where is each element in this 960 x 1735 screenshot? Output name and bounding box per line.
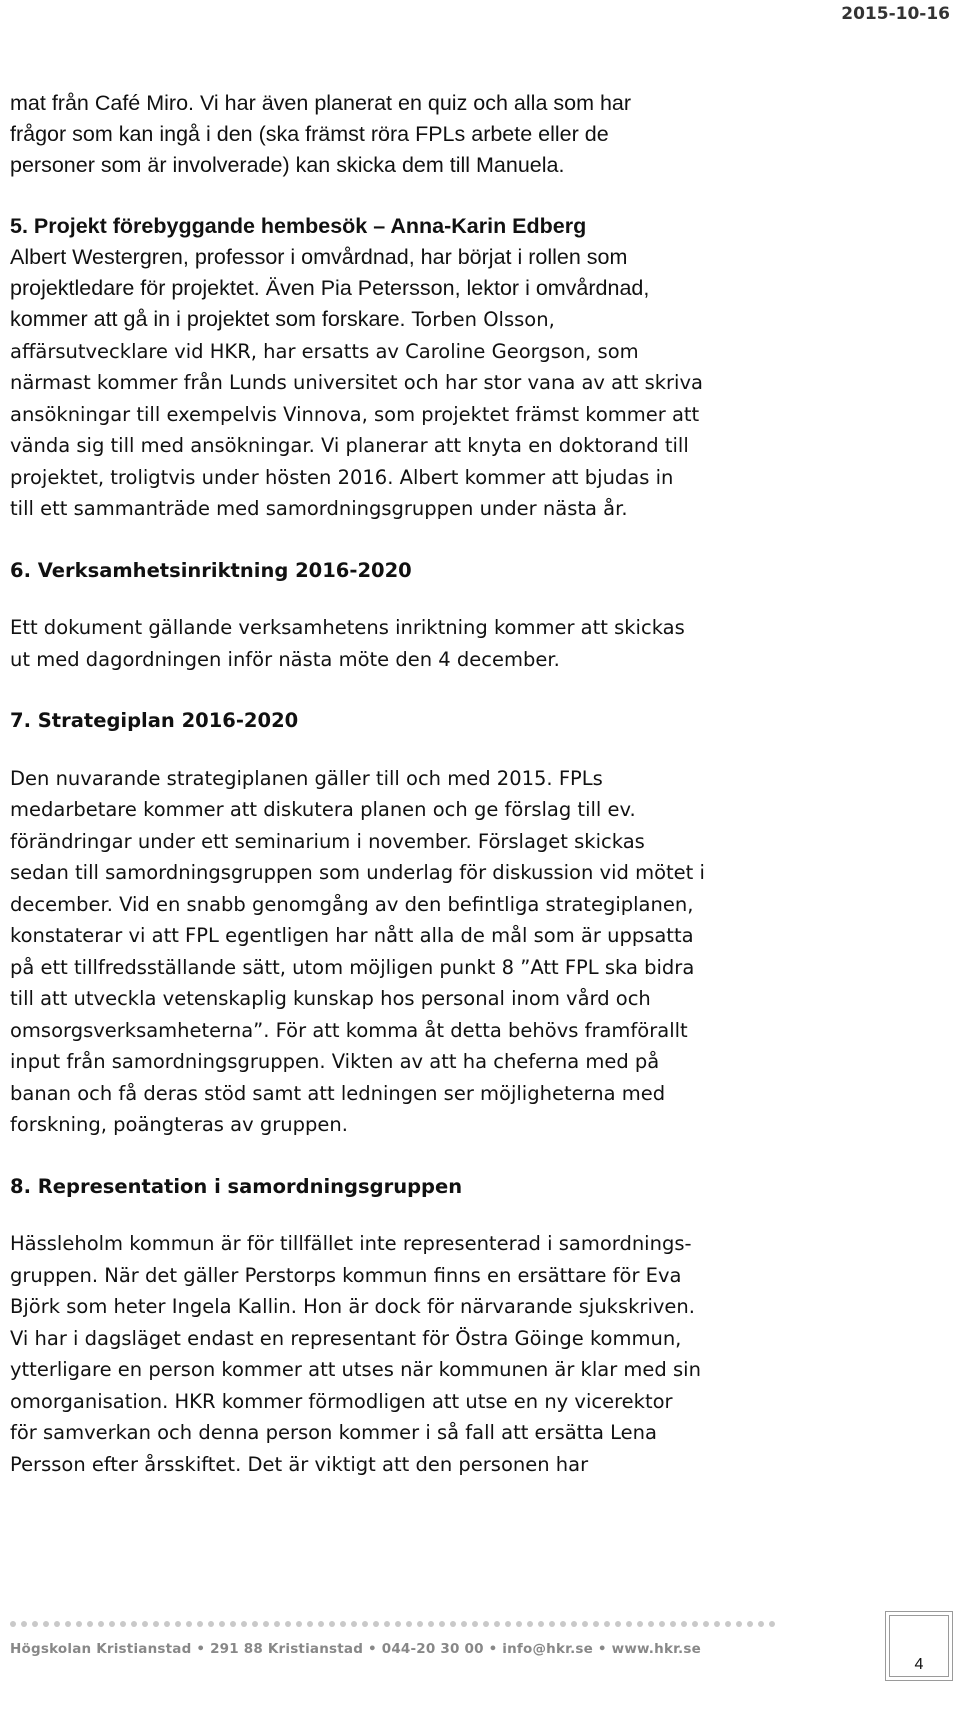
divider-dot [76,1621,82,1627]
divider-dot [32,1621,38,1627]
divider-dot [197,1621,203,1627]
text-line: omorganisation. HKR kommer förmodligen att utse en ny vicerektor [10,1389,673,1413]
text-line: Den nuvarande strategiplanen gäller till och med 2015. FPLs [10,766,603,790]
text-line: mat från Café Miro. Vi har även planerat en quiz och alla som har [10,91,632,115]
divider-dot [307,1621,313,1627]
text-line: till ett sammanträde med samordningsgruppen under nästa år. [10,497,628,520]
text-line: ansökningar till exempelvis Vinnova, som projektet främst kommer att [10,402,700,426]
divider-dot [120,1621,126,1627]
footer-dot-divider [10,1621,790,1631]
divider-dot [406,1621,412,1627]
text-line: frågor som kan ingå i den (ska främst röra FPLs arbete eller de [10,122,609,146]
divider-dot [219,1621,225,1627]
divider-dot [296,1621,302,1627]
text-line: ytterligare en person kommer att utses när kommunen är klar med sin [10,1358,701,1381]
divider-dot [538,1621,544,1627]
text-fragment: kommer att gå in i projektet som forskare. [10,307,406,331]
text-fragment: Torben Olsson, [405,308,555,331]
divider-dot [648,1621,654,1627]
text-line: förändringar under ett seminarium i november. Förslaget skickas [10,829,645,853]
text-line: vända sig till med ansökningar. Vi planerar att knyta en doktorand till [10,434,689,457]
divider-dot [527,1621,533,1627]
divider-dot [351,1621,357,1627]
text-line: konstaterar vi att FPL egentligen har nått alla de mål som är uppsatta [10,924,694,947]
divider-dot [10,1621,16,1627]
divider-dot [252,1621,258,1627]
text-line: december. Vid en snabb genomgång av den befintliga strategiplanen, [10,892,694,916]
divider-dot [373,1621,379,1627]
divider-dot [263,1621,269,1627]
divider-dot [153,1621,159,1627]
divider-dot [736,1621,742,1627]
text-line: Björk som heter Ingela Kallin. Hon är dock för närvarande sjukskriven. [10,1295,695,1318]
divider-dot [384,1621,390,1627]
divider-dot [274,1621,280,1627]
divider-dot [362,1621,368,1627]
divider-dot [560,1621,566,1627]
section-heading: 6. Verksamhetsinriktning 2016-2020 [10,558,412,582]
divider-dot [131,1621,137,1627]
divider-dot [43,1621,49,1627]
divider-dot [428,1621,434,1627]
divider-dot [241,1621,247,1627]
divider-dot [725,1621,731,1627]
divider-dot [714,1621,720,1627]
divider-dot [483,1621,489,1627]
divider-dot [659,1621,665,1627]
divider-dot [65,1621,71,1627]
text-line: Vi har i dagsläget endast en representant för Östra Göinge kommun, [10,1326,682,1350]
divider-dot [318,1621,324,1627]
text-line: medarbetare kommer att diskutera planen och ge förslag till ev. [10,798,636,821]
text-line: omsorgsverksamheterna”. För att komma åt detta behövs framförallt [10,1018,688,1042]
section-7 [10,705,950,1141]
divider-dot [230,1621,236,1627]
text-line: Ett dokument gällande verksamhetens inriktning kommer att skickas [10,616,685,639]
text-line: gruppen. När det gäller Perstorps kommun finns en ersättare för Eva [10,1263,682,1287]
text-line: forskning, poängteras av gruppen. [10,1113,348,1136]
divider-dot [395,1621,401,1627]
divider-dot [505,1621,511,1627]
divider-dot [175,1621,181,1627]
divider-dot [582,1621,588,1627]
text-line: närmast kommer från Lunds universitet och har stor vana av att skriva [10,371,703,394]
page-number: 4 [914,1656,924,1673]
divider-dot [208,1621,214,1627]
divider-dot [109,1621,115,1627]
divider-dot [186,1621,192,1627]
text-line: för samverkan och denna person kommer i så fall att ersätta Lena [10,1421,657,1444]
document-body [10,88,950,1480]
divider-dot [769,1621,775,1627]
text-line: Albert Westergren, professor i omvårdnad, har börjat i rollen som [10,245,628,269]
divider-dot [87,1621,93,1627]
divider-dot [758,1621,764,1627]
document-date: 2015-10-16 [841,4,950,24]
divider-dot [450,1621,456,1627]
divider-dot [549,1621,555,1627]
section-heading: 8. Representation i samordningsgruppen [10,1174,463,1198]
text-line: projektledare för projektet. Även Pia Petersson, lektor i omvårdnad, [10,276,650,300]
text-line: affärsutvecklare vid HKR, har ersatts av Caroline Georgson, som [10,339,639,363]
text-line: sedan till samordningsgruppen som underlag för diskussion vid mötet i [10,861,705,884]
intro-paragraph [10,88,950,181]
divider-dot [340,1621,346,1627]
text-line: Hässleholm kommun är för tillfället inte representerad i samordnings- [10,1232,692,1255]
divider-dot [461,1621,467,1627]
divider-dot [98,1621,104,1627]
divider-dot [516,1621,522,1627]
section-heading: 5. Projekt förebyggande hembesök – Anna-Karin Edberg [10,214,587,238]
divider-dot [21,1621,27,1627]
divider-dot [329,1621,335,1627]
divider-dot [494,1621,500,1627]
divider-dot [747,1621,753,1627]
divider-dot [571,1621,577,1627]
divider-dot [626,1621,632,1627]
section-5 [10,211,950,525]
section-6 [10,555,950,676]
text-line: banan och få deras stöd samt att ledningen ser möjligheterna med [10,1081,666,1105]
divider-dot [681,1621,687,1627]
text-line: Persson efter årsskiftet. Det är viktigt att den personen har [10,1452,589,1476]
section-8 [10,1171,950,1481]
divider-dot [670,1621,676,1627]
text-line: input från samordningsgruppen. Vikten av att ha cheferna med på [10,1050,660,1073]
text-line [10,304,950,336]
divider-dot [604,1621,610,1627]
divider-dot [54,1621,60,1627]
page-number-box [885,1611,953,1681]
divider-dot [637,1621,643,1627]
divider-dot [439,1621,445,1627]
footer-contact-info: Högskolan Kristianstad • 291 88 Kristianstad • 044-20 30 00 • info@hkr.se • www.hkr.se [10,1641,701,1657]
divider-dot [164,1621,170,1627]
text-line: personer som är involverade) kan skicka dem till Manuela. [10,153,565,177]
divider-dot [142,1621,148,1627]
text-line: projektet, troligtvis under hösten 2016. Albert kommer att bjudas in [10,465,674,489]
divider-dot [472,1621,478,1627]
divider-dot [692,1621,698,1627]
divider-dot [615,1621,621,1627]
text-line: på ett tillfredsställande sätt, utom möjligen punkt 8 ”Att FPL ska bidra [10,955,695,979]
divider-dot [285,1621,291,1627]
divider-dot [593,1621,599,1627]
text-line: till att utveckla vetenskaplig kunskap hos personal inom vård och [10,987,651,1010]
section-heading: 7. Strategiplan 2016-2020 [10,709,299,732]
text-line: ut med dagordningen inför nästa möte den 4 december. [10,647,560,671]
divider-dot [417,1621,423,1627]
divider-dot [703,1621,709,1627]
